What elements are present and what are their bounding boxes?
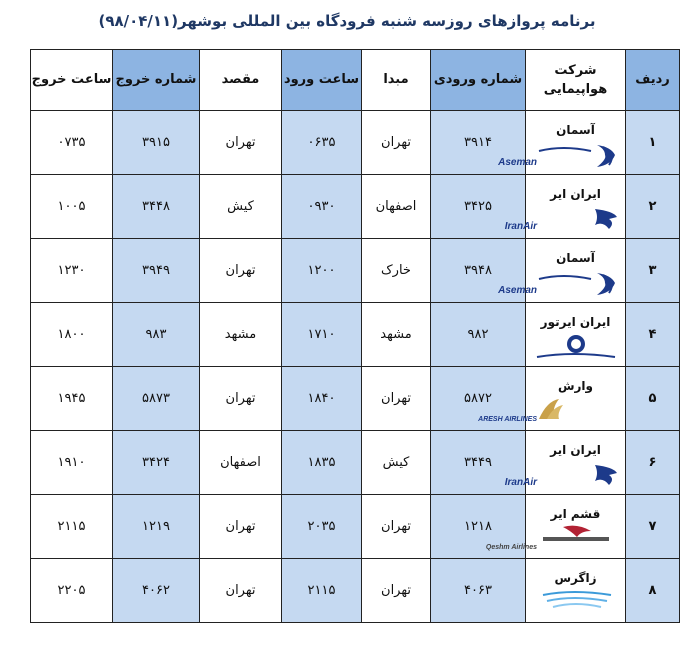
table-row [31,559,680,623]
origin: تهران [362,495,431,559]
header-origin: مبدا [362,50,431,111]
page-title: برنامه پروازهای روزسه شنبه فرودگاه بین المللی بوشهر(۹۸/۰۴/۱۱) [98,12,596,30]
header-row [31,50,680,111]
table-row [31,495,680,559]
departure-number: ۳۴۴۸ [113,175,200,239]
departure-time: ۱۰۰۵ [31,175,113,239]
departure-number: ۳۴۲۴ [113,431,200,495]
origin: اصفهان [362,175,431,239]
row-number: ۱ [626,111,680,175]
airline-logo [526,589,625,617]
table-row [31,175,680,239]
airline-logo [504,205,625,233]
row-number: ۸ [626,559,680,623]
origin: تهران [362,559,431,623]
airline-cell [497,239,626,303]
arrival-time: ۱۸۳۵ [282,431,362,495]
arrival-number: ۵۸۷۲ [431,367,526,431]
airline-cell [497,111,626,175]
iranair-logo [504,205,619,233]
departure-number: ۴۰۶۲ [113,559,200,623]
arrival-number: ۳۴۲۵ [431,175,526,239]
logo-wordmark: ARESH AIRLINES [477,415,537,423]
header-arrival-time: ساعت ورود [282,50,362,111]
aseman-logo [497,141,619,169]
airline-name: قشم ایر [550,506,601,521]
table-row [31,239,680,303]
arrival-number: ۱۲۱۸ [431,495,526,559]
row-number: ۵ [626,367,680,431]
departure-time: ۱۹۱۰ [31,431,113,495]
destination: اصفهان [200,431,282,495]
table-row [31,303,680,367]
departure-number: ۳۹۴۹ [113,239,200,303]
destination: تهران [200,559,282,623]
airline-cell [504,175,626,239]
departure-time: ۱۸۰۰ [31,303,113,367]
iranair-logo [504,461,619,489]
airline-cell [526,303,626,367]
aseman-logo [497,269,619,297]
arrival-time: ۰۶۳۵ [282,111,362,175]
destination: کیش [200,175,282,239]
origin: خارک [362,239,431,303]
arrival-time: ۱۸۴۰ [282,367,362,431]
airline-name: ایران ایرتور [540,314,611,329]
header-departure-number: شماره خروج [113,50,200,111]
row-number: ۷ [626,495,680,559]
arrival-time: ۱۷۱۰ [282,303,362,367]
airline-logo [497,269,625,297]
origin: مشهد [362,303,431,367]
arrival-time: ۲۱۱۵ [282,559,362,623]
logo-wordmark: Qeshm Airlines [485,543,537,551]
logo-wordmark: Aseman [497,156,537,168]
logo-wordmark: Aseman [497,284,537,296]
varesh-logo [477,397,619,425]
airline-name: ایران ایر [550,186,601,201]
airline-logo [485,525,625,553]
arrival-number: ۹۸۲ [431,303,526,367]
airline-logo [526,333,625,361]
table-row [31,111,680,175]
arrival-number: ۴۰۶۳ [431,559,526,623]
table-row [31,367,680,431]
arrival-number: ۳۴۴۹ [431,431,526,495]
flight-schedule-table [30,49,680,623]
airline-name: وارش [557,378,594,393]
destination: تهران [200,239,282,303]
airline-logo [477,397,625,425]
row-number: ۴ [626,303,680,367]
iranairtour-logo [533,333,619,361]
header-destination: مقصد [200,50,282,111]
departure-time: ۰۷۳۵ [31,111,113,175]
header-departure-time: ساعت خروج [31,50,113,111]
departure-time: ۱۲۳۰ [31,239,113,303]
zagros-logo [533,589,619,617]
table-row [31,431,680,495]
airline-name: ایران ایر [550,442,601,457]
origin: تهران [362,367,431,431]
departure-number: ۳۹۱۵ [113,111,200,175]
arrival-time: ۰۹۳۰ [282,175,362,239]
airline-cell [504,431,626,495]
departure-number: ۵۸۷۳ [113,367,200,431]
airline-name: آسمان [556,122,595,137]
origin: کیش [362,431,431,495]
departure-number: ۱۲۱۹ [113,495,200,559]
arrival-number: ۳۹۴۸ [431,239,526,303]
row-number: ۳ [626,239,680,303]
qeshm-logo [485,525,619,553]
departure-time: ۲۱۱۵ [31,495,113,559]
header-arrival-number: شماره ورودی [431,50,526,111]
departure-time: ۱۹۴۵ [31,367,113,431]
departure-time: ۲۲۰۵ [31,559,113,623]
header-airline: شرکت هواپیمایی [526,50,626,111]
arrival-time: ۱۲۰۰ [282,239,362,303]
destination: تهران [200,111,282,175]
destination: مشهد [200,303,282,367]
airline-cell [485,495,626,559]
row-number: ۲ [626,175,680,239]
airline-logo [497,141,625,169]
logo-wordmark: IranAir [504,476,537,488]
row-number: ۶ [626,431,680,495]
header-row-number: ردیف [626,50,680,111]
airline-name: زاگرس [554,570,597,585]
arrival-time: ۲۰۳۵ [282,495,362,559]
origin: تهران [362,111,431,175]
destination: تهران [200,367,282,431]
airline-logo [504,461,625,489]
logo-wordmark: IranAir [504,220,537,232]
arrival-number: ۳۹۱۴ [431,111,526,175]
destination: تهران [200,495,282,559]
departure-number: ۹۸۳ [113,303,200,367]
airline-cell [526,559,626,623]
airline-name: آسمان [556,250,595,265]
